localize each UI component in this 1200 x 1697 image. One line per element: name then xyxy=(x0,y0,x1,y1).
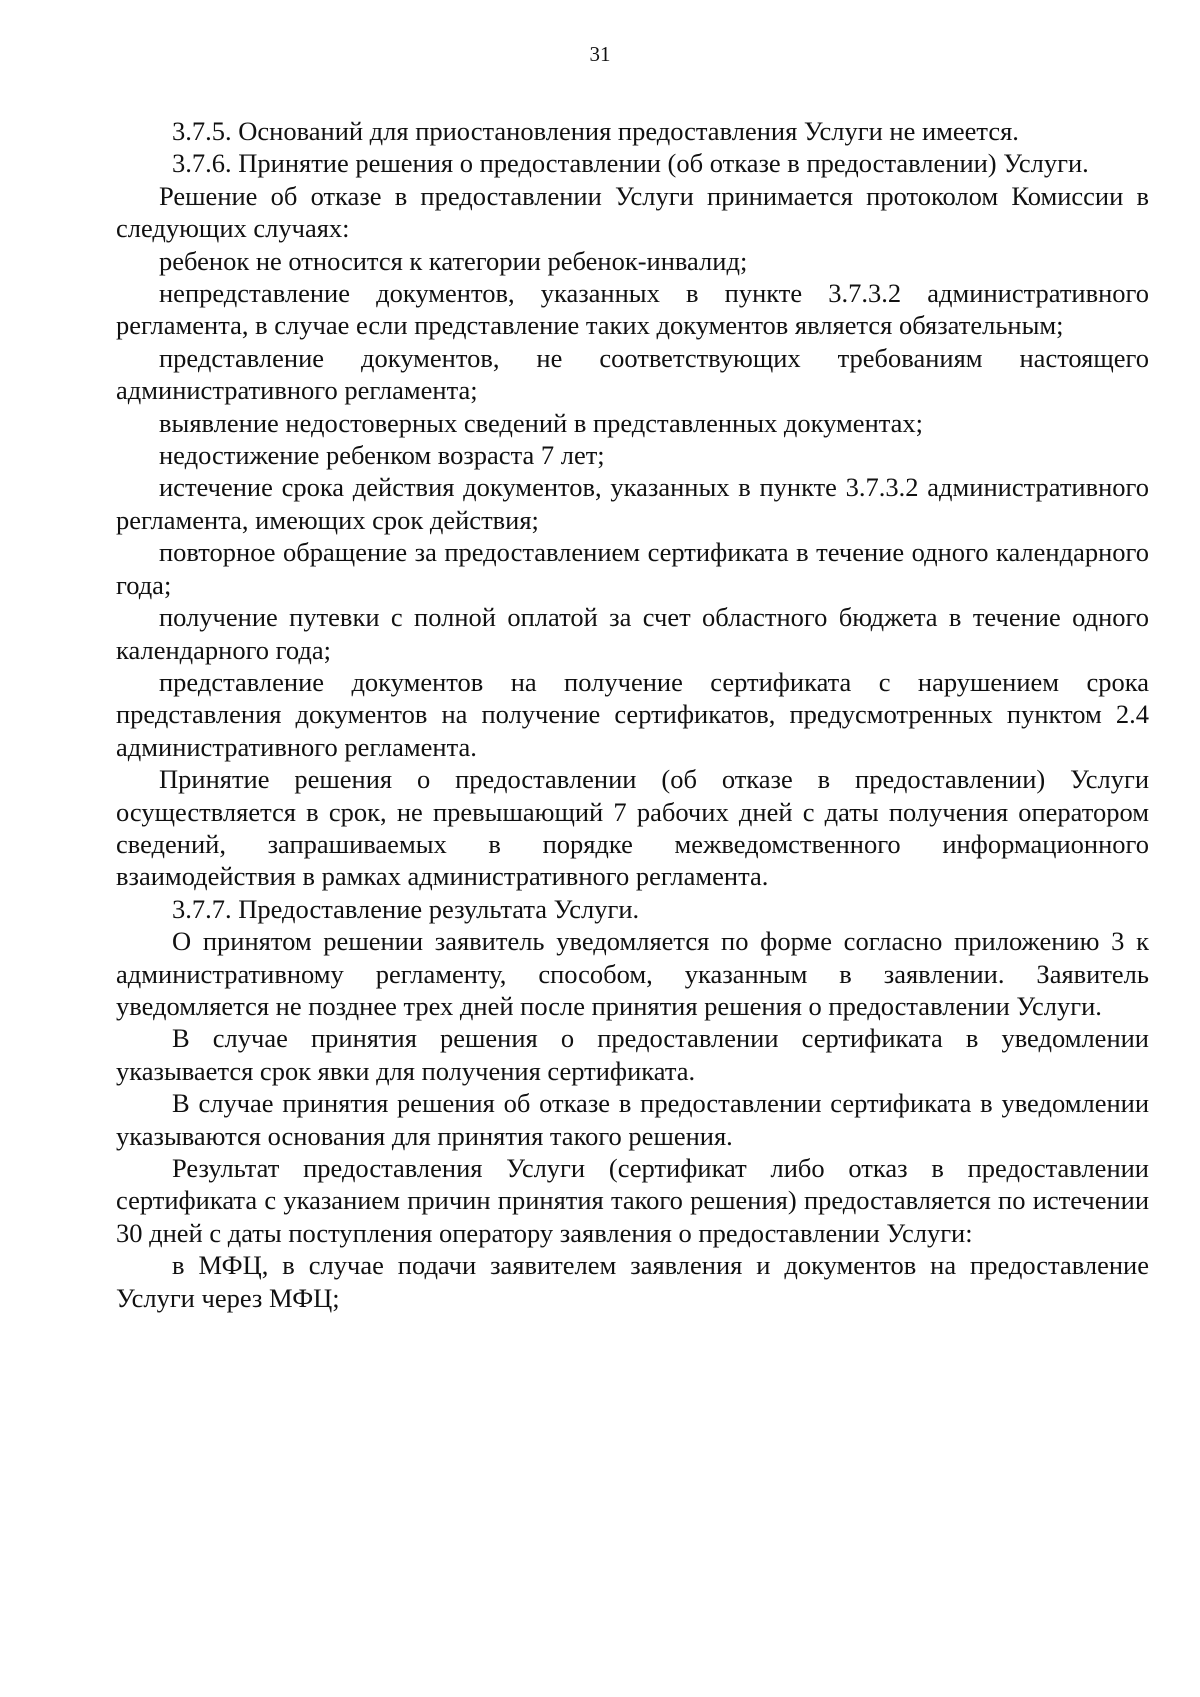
paragraph-approval-notice: В случае принятия решения о предоставлении сертификата в уведомлении указывается срок явки для получения сертификата. xyxy=(116,1023,1149,1086)
paragraph-3-7-5: 3.7.5. Оснований для приостановления предоставления Услуги не имеется. xyxy=(172,116,1019,146)
paragraph-refusal-notice: В случае принятия решения об отказе в предоставлении сертификата в уведомлении указываются основания для принятия такого решения. xyxy=(116,1088,1149,1151)
document-body xyxy=(116,115,1149,1314)
page-number: 31 xyxy=(589,42,611,66)
paragraph-refusal-intro: Решение об отказе в предоставлении Услуги принимается протоколом Комиссии в следующих случаях: xyxy=(116,180,1149,244)
paragraph-mfc-delivery: в МФЦ, в случае подачи заявителем заявления и документов на предоставление Услуги через МФЦ; xyxy=(116,1250,1149,1313)
list-item-refusal-reason: получение путевки с полной оплатой за счет областного бюджета в течение одного календарного года; xyxy=(116,602,1149,665)
list-item-refusal-reason: ребенок не относится к категории ребенок-инвалид; xyxy=(159,245,748,276)
paragraph-3-7-6: 3.7.6. Принятие решения о предоставлении (об отказе в предоставлении) Услуги. xyxy=(172,148,1089,179)
list-item-refusal-reason: представление документов на получение сертификата с нарушением срока представления документов на получение сертификатов, предусмотренных пунктом 2.4 административного регламента. xyxy=(116,666,1149,762)
list-item-refusal-reason: представление документов, не соответствующих требованиям настоящего административного регламента; xyxy=(116,342,1149,406)
list-item-refusal-reason: выявление недостоверных сведений в представленных документах; xyxy=(159,407,924,438)
list-item-refusal-reason: истечение срока действия документов, указанных в пункте 3.7.3.2 административного регламента, имеющих срок действия; xyxy=(116,472,1149,535)
paragraph-decision-term: Принятие решения о предоставлении (об отказе в предоставлении) Услуги осуществляется в срок, не превышающий 7 рабочих дней с даты получения оператором сведений, запрашиваемых в порядке межведомственного информационного взаимодействия в рамках административного регламента. xyxy=(116,764,1149,892)
list-item-refusal-reason: повторное обращение за предоставлением сертификата в течение одного календарного года; xyxy=(116,537,1149,600)
paragraph-result-delivery: Результат предоставления Услуги (сертификат либо отказ в предоставлении сертификата с указанием причин принятия такого решения) предоставляется по истечении 30 дней с даты поступления оператору заявления о предоставлении Услуги: xyxy=(116,1153,1149,1248)
list-item-refusal-reason: недостижение ребенком возраста 7 лет; xyxy=(159,440,605,471)
paragraph-3-7-7: 3.7.7. Предоставление результата Услуги. xyxy=(172,893,640,924)
paragraph-notification: О принятом решении заявитель уведомляется по форме согласно приложению 3 к административному регламенту, способом, указанным в заявлении. Заявитель уведомляется не позднее трех дней после принятия решения о предоставлении Услуги. xyxy=(116,926,1149,1021)
list-item-refusal-reason: непредставление документов, указанных в пункте 3.7.3.2 административного регламента, в случае если представление таких документов является обязательным; xyxy=(116,278,1149,341)
